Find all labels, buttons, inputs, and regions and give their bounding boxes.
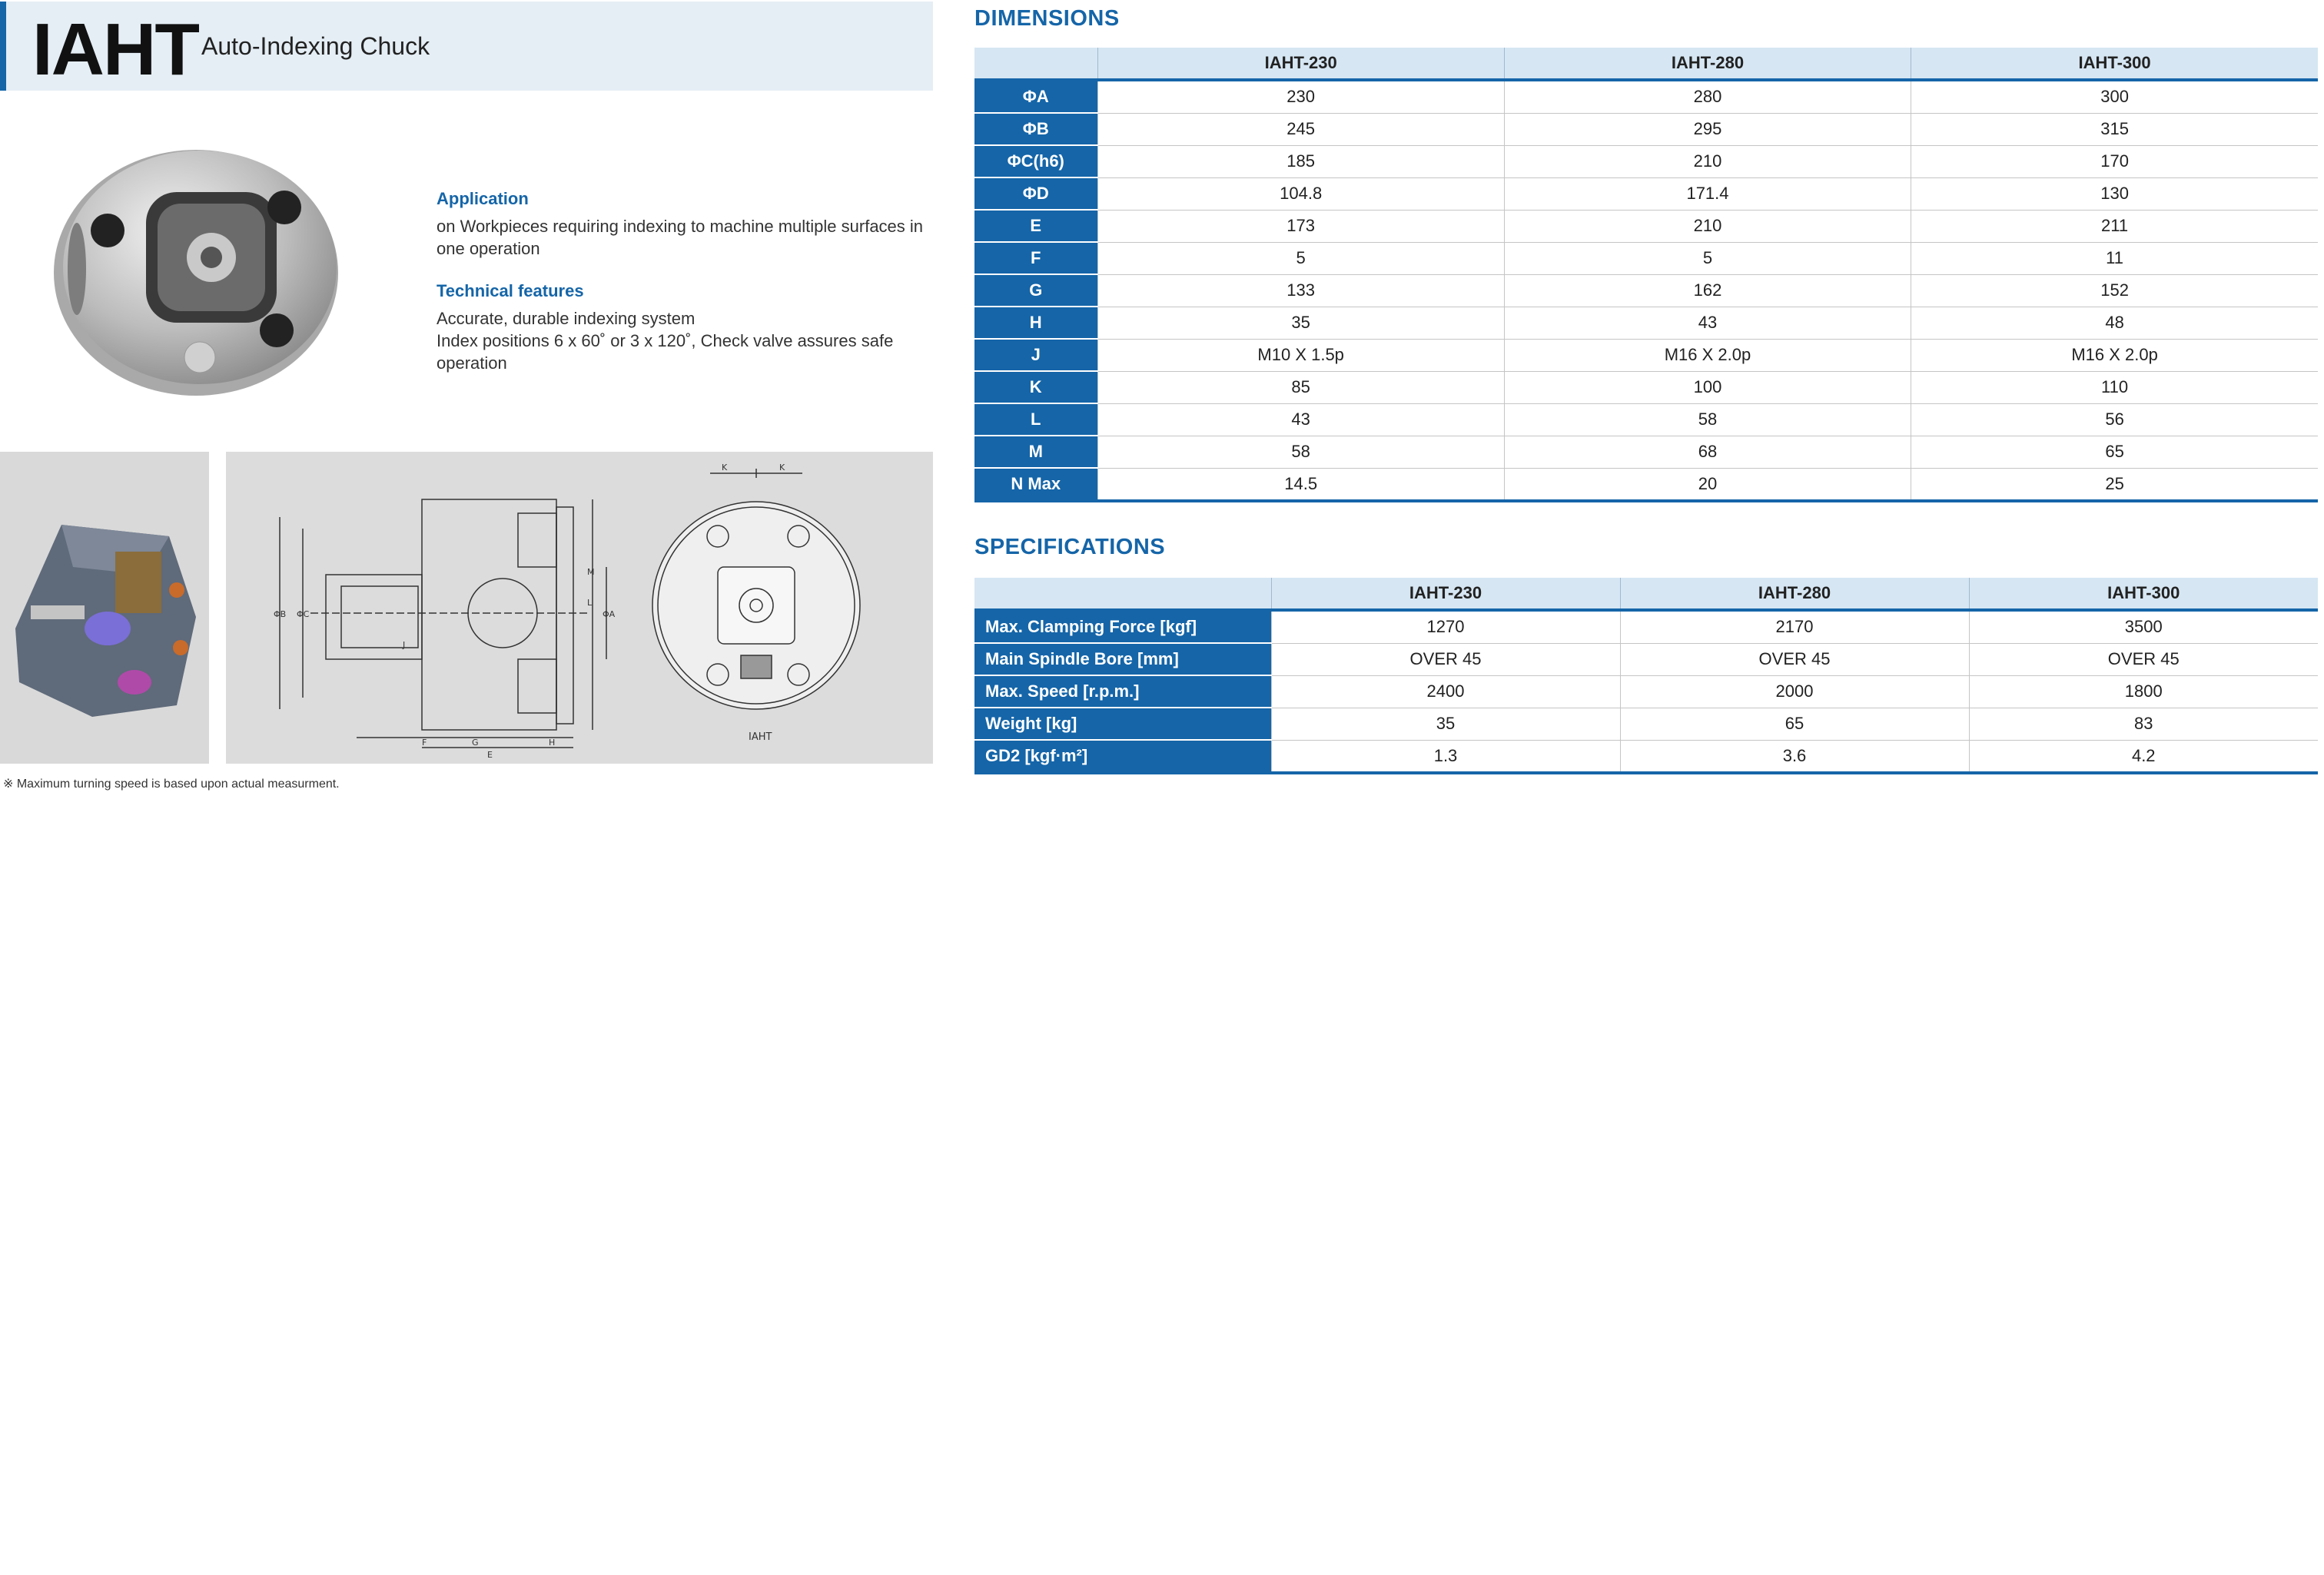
cutaway-3d-image <box>0 452 209 764</box>
table-cell: 83 <box>1969 708 2318 740</box>
row-label: ΦA <box>974 80 1097 113</box>
table-row <box>974 80 2318 113</box>
dim-label: K <box>779 463 785 472</box>
column-header: IAHT-280 <box>1504 48 1911 80</box>
table-cell: 152 <box>1911 274 2318 307</box>
row-label: N Max <box>974 468 1097 501</box>
table-cell: 43 <box>1097 403 1504 436</box>
table-row <box>974 113 2318 145</box>
table-cell: 173 <box>1097 210 1504 242</box>
features-line-1: Accurate, durable indexing system <box>437 309 696 328</box>
table-corner <box>974 48 1097 80</box>
dim-label: G <box>472 738 479 748</box>
table-cell: 130 <box>1911 177 2318 210</box>
table-cell: 3500 <box>1969 610 2318 643</box>
table-cell: OVER 45 <box>1969 643 2318 675</box>
table-cell: 20 <box>1504 468 1911 501</box>
dim-label: M <box>587 567 595 577</box>
dim-label: ΦC <box>297 609 310 619</box>
table-row <box>974 371 2318 403</box>
table-row <box>974 145 2318 177</box>
table-cell: M16 X 2.0p <box>1504 339 1911 371</box>
table-row <box>974 740 2318 773</box>
table-row <box>974 242 2318 274</box>
table-cell: 2400 <box>1271 675 1620 708</box>
table-row <box>974 468 2318 501</box>
table-cell: 85 <box>1097 371 1504 403</box>
dim-label: H <box>549 738 556 748</box>
table-cell: 185 <box>1097 145 1504 177</box>
table-cell: 11 <box>1911 242 2318 274</box>
table-cell: 5 <box>1504 242 1911 274</box>
table-cell: 104.8 <box>1097 177 1504 210</box>
dimensions-table <box>974 48 2318 502</box>
row-label: J <box>974 339 1097 371</box>
table-cell: 295 <box>1504 113 1911 145</box>
dim-label: F <box>422 738 427 748</box>
table-cell: 110 <box>1911 371 2318 403</box>
table-cell: 133 <box>1097 274 1504 307</box>
dim-label: K <box>722 463 728 472</box>
row-label: E <box>974 210 1097 242</box>
row-label: Max. Clamping Force [kgf] <box>974 610 1271 643</box>
table-row <box>974 274 2318 307</box>
table-cell: M10 X 1.5p <box>1097 339 1504 371</box>
table-cell: 2000 <box>1620 675 1969 708</box>
row-label: GD2 [kgf·m²] <box>974 740 1271 773</box>
table-cell: M16 X 2.0p <box>1911 339 2318 371</box>
table-cell: 65 <box>1911 436 2318 468</box>
application-text: on Workpieces requiring indexing to machine multiple surfaces in one operation <box>437 217 924 258</box>
row-label: F <box>974 242 1097 274</box>
row-label: Max. Speed [r.p.m.] <box>974 675 1271 708</box>
row-label: ΦB <box>974 113 1097 145</box>
dim-label: E <box>487 750 493 760</box>
table-cell: 211 <box>1911 210 2318 242</box>
table-cell: 25 <box>1911 468 2318 501</box>
table-cell: 170 <box>1911 145 2318 177</box>
product-code: IAHT <box>32 8 198 91</box>
chuck-photo <box>46 138 346 400</box>
column-header: IAHT-230 <box>1097 48 1504 80</box>
table-row <box>974 643 2318 675</box>
table-cell: 1.3 <box>1271 740 1620 773</box>
table-cell: 280 <box>1504 80 1911 113</box>
table-cell: 56 <box>1911 403 2318 436</box>
drawing-caption: IAHT <box>749 731 772 743</box>
column-header: IAHT-280 <box>1620 578 1969 610</box>
table-cell: 35 <box>1271 708 1620 740</box>
dim-label: ΦB <box>274 609 287 619</box>
table-cell: 43 <box>1504 307 1911 339</box>
technical-drawing <box>226 452 933 764</box>
features-heading: Technical features <box>437 281 584 300</box>
dimensions-body <box>974 80 2318 501</box>
table-row <box>974 339 2318 371</box>
table-row <box>974 307 2318 339</box>
table-cell: 171.4 <box>1504 177 1911 210</box>
table-row <box>974 210 2318 242</box>
row-label: K <box>974 371 1097 403</box>
table-row <box>974 177 2318 210</box>
row-label: Weight [kg] <box>974 708 1271 740</box>
column-header: IAHT-300 <box>1911 48 2318 80</box>
specifications-body <box>974 610 2318 773</box>
title-bar <box>0 2 933 91</box>
table-cell: 210 <box>1504 145 1911 177</box>
specifications-table <box>974 578 2318 774</box>
table-cell: OVER 45 <box>1620 643 1969 675</box>
table-cell: 58 <box>1097 436 1504 468</box>
dim-label: ΦA <box>603 609 616 619</box>
table-cell: 162 <box>1504 274 1911 307</box>
table-cell: 35 <box>1097 307 1504 339</box>
table-row <box>974 610 2318 643</box>
dim-label: J <box>403 640 406 650</box>
row-label: ΦC(h6) <box>974 145 1097 177</box>
table-cell: 230 <box>1097 80 1504 113</box>
table-corner <box>974 578 1271 610</box>
dim-label: L <box>587 598 593 608</box>
table-cell: 1800 <box>1969 675 2318 708</box>
application-heading: Application <box>437 189 529 208</box>
table-cell: 58 <box>1504 403 1911 436</box>
table-row <box>974 708 2318 740</box>
table-cell: 14.5 <box>1097 468 1504 501</box>
table-cell: OVER 45 <box>1271 643 1620 675</box>
footnote: ※ Maximum turning speed is based upon actual measurment. <box>3 778 340 791</box>
row-label: Main Spindle Bore [mm] <box>974 643 1271 675</box>
table-cell: 245 <box>1097 113 1504 145</box>
row-label: M <box>974 436 1097 468</box>
table-cell: 300 <box>1911 80 2318 113</box>
features-line-2: Index positions 6 x 60˚ or 3 x 120˚, Check valve assures safe operation <box>437 331 894 373</box>
row-label: G <box>974 274 1097 307</box>
table-cell: 68 <box>1504 436 1911 468</box>
row-label: ΦD <box>974 177 1097 210</box>
table-cell: 210 <box>1504 210 1911 242</box>
table-cell: 4.2 <box>1969 740 2318 773</box>
product-subtitle: Auto-Indexing Chuck <box>201 32 430 60</box>
table-row <box>974 675 2318 708</box>
table-row <box>974 403 2318 436</box>
row-label: H <box>974 307 1097 339</box>
table-cell: 5 <box>1097 242 1504 274</box>
column-header: IAHT-300 <box>1969 578 2318 610</box>
dimensions-title: DIMENSIONS <box>974 6 1120 31</box>
specifications-title: SPECIFICATIONS <box>974 535 1166 559</box>
table-cell: 315 <box>1911 113 2318 145</box>
table-row <box>974 436 2318 468</box>
table-cell: 3.6 <box>1620 740 1969 773</box>
column-header: IAHT-230 <box>1271 578 1620 610</box>
table-cell: 65 <box>1620 708 1969 740</box>
table-cell: 48 <box>1911 307 2318 339</box>
table-cell: 1270 <box>1271 610 1620 643</box>
row-label: L <box>974 403 1097 436</box>
product-info <box>437 189 928 374</box>
table-cell: 2170 <box>1620 610 1969 643</box>
table-cell: 100 <box>1504 371 1911 403</box>
